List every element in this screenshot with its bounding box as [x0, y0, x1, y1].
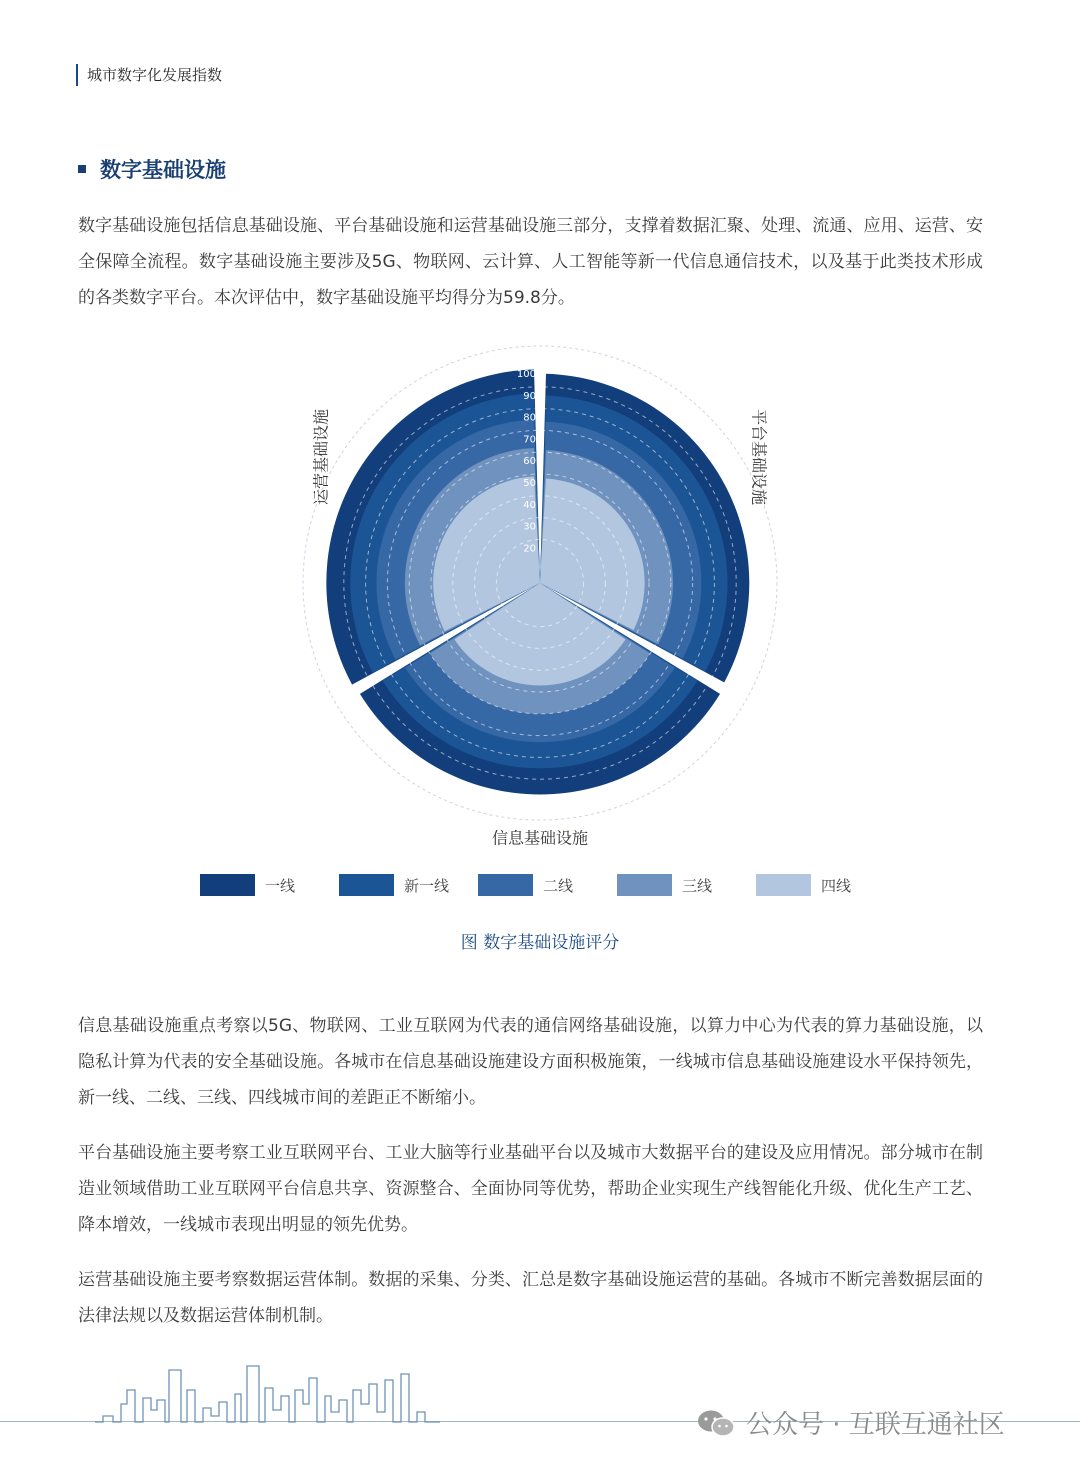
legend-swatch [200, 874, 255, 896]
radial-tick-label: 60 [523, 456, 536, 468]
bullet-square-icon [78, 165, 86, 173]
radial-tick-label: 80 [523, 412, 536, 424]
section-title: 数字基础设施 [100, 158, 226, 182]
radial-tick-label: 50 [523, 478, 536, 489]
info-paragraph: 信息基础设施重点考察以5G、物联网、工业互联网为代表的通信网络基础设施，以算力中心为代表的算力基础设施，以隐私计算为代表的安全基础设施。各城市在信息基础设施建设方面积极施策，一线城市信息基础设施建设水平保持领先，新一线、二线、三线、四线城市间的差距正不断缩小。 [78, 1016, 983, 1108]
legend-item [756, 874, 895, 896]
platform-paragraph: 平台基础设施主要考察工业互联网平台、工业大脑等行业基础平台以及城市大数据平台的建设及应用情况。部分城市在制造业领域借助工业互联网平台信息共享、资源整合、全面协同等优势，帮助企业实现生产线智能化升级、优化生产工艺、降本增效，一线城市表现出明显的领先优势。 [78, 1143, 983, 1235]
radial-tick-label: 70 [523, 434, 536, 446]
legend-label: 新一线 [404, 876, 450, 895]
section-heading [78, 154, 226, 184]
legend-item [200, 874, 339, 896]
radial-tick-label: 90 [523, 390, 536, 402]
radial-tick-label: 100 [516, 369, 536, 380]
radial-tick-label: 40 [523, 499, 536, 511]
watermark [696, 1404, 1005, 1441]
polar-bar-chart [280, 340, 800, 860]
legend-label: 三线 [682, 876, 713, 895]
intro-paragraph: 数字基础设施包括信息基础设施、平台基础设施和运营基础设施三部分，支撑着数据汇聚、处理、流通、应用、运营、安全保障全流程。数字基础设施主要涉及5G、物联网、云计算、人工智能等新一代信息通信技术，以及基于此类技术形成的各类数字平台。本次评估中，数字基础设施平均得分为59.8分。 [78, 216, 983, 308]
chart-caption: 图 数字基础设施评分 [460, 933, 620, 953]
radial-tick-label: 20 [523, 543, 536, 555]
watermark-text: 公众号 · 互联互通社区 [746, 1410, 1005, 1440]
category-label-0: 平台基础设施 [749, 408, 769, 506]
legend-item [617, 874, 756, 896]
wechat-icon [696, 1408, 736, 1438]
page-header [76, 64, 222, 86]
legend-item [339, 874, 478, 896]
category-label-2: 运营基础设施 [311, 408, 331, 506]
category-label-1: 信息基础设施 [491, 828, 589, 848]
legend-label: 四线 [821, 876, 852, 895]
legend-item [478, 874, 617, 896]
radial-tick-label: 30 [523, 521, 536, 533]
legend-swatch [478, 874, 533, 896]
header-title: 城市数字化发展指数 [87, 66, 223, 84]
legend-label: 二线 [543, 876, 574, 895]
city-skyline-illustration [95, 1360, 440, 1426]
legend-swatch [339, 874, 394, 896]
legend-swatch [617, 874, 672, 896]
legend-label: 一线 [265, 876, 296, 895]
operation-paragraph: 运营基础设施主要考察数据运营体制。数据的采集、分类、汇总是数字基础设施运营的基础。各城市不断完善数据层面的法律法规以及数据运营体制机制。 [78, 1270, 983, 1326]
legend-swatch [756, 874, 811, 896]
chart-legend [200, 874, 900, 896]
